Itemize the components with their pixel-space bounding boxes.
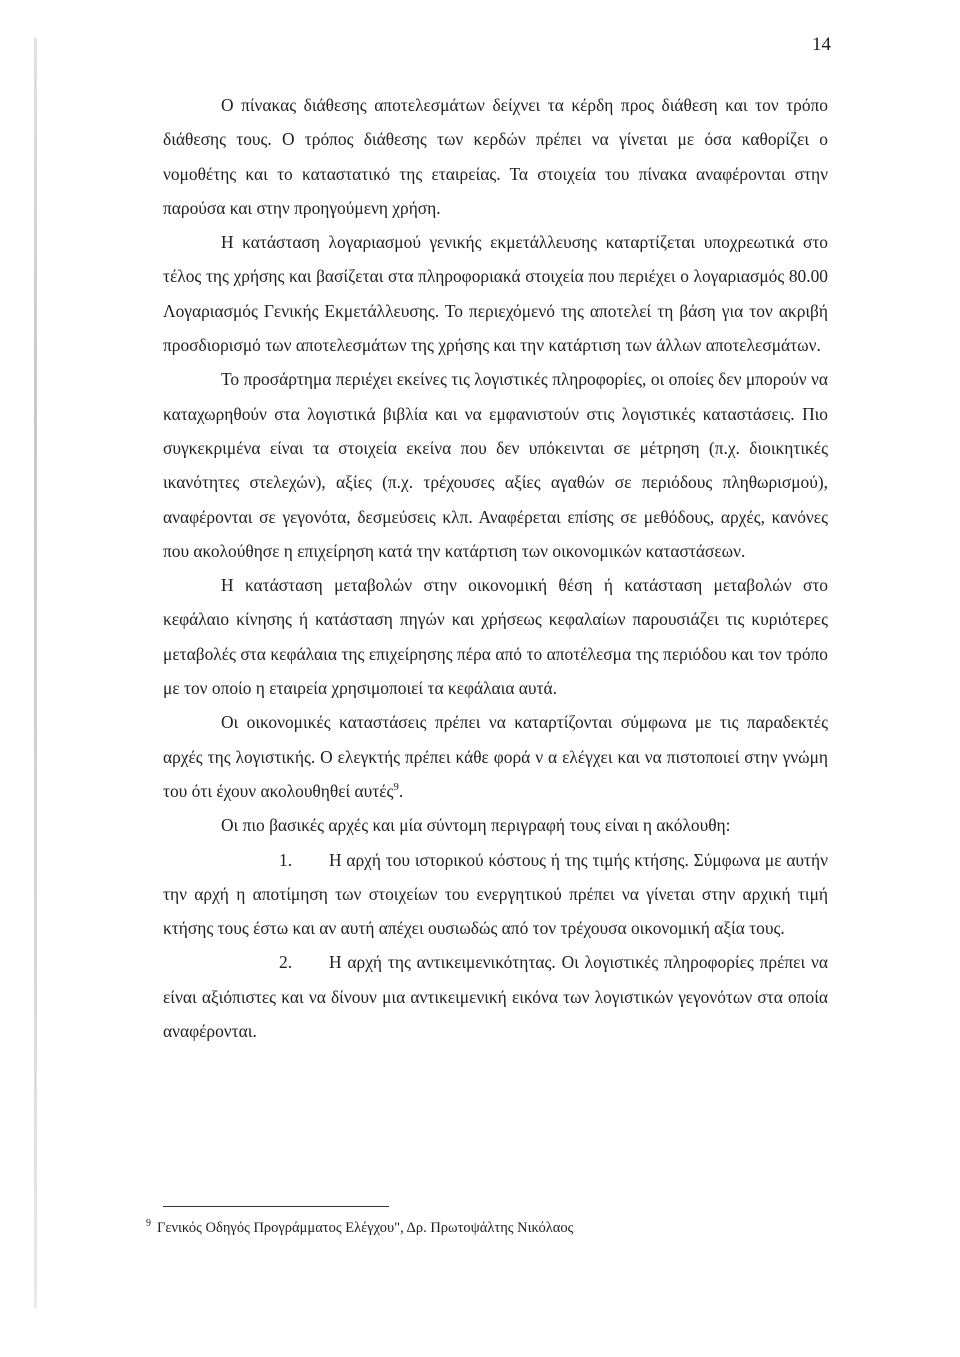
paragraph-auditor	[163, 705, 828, 808]
paragraph-results-distribution: Ο πίνακας διάθεσης αποτελεσμάτων δείχνει τα κέρδη προς διάθεση και τον τρόπο διάθεσης τους. Ο τρόπος διάθεσης των κερδών πρέπει να γίνεται με όσα καθορίζει ο νομοθέτης και το καταστατικό της εταιρείας. Τα στοιχεία του πίνακα αναφέρονται στην παρούσα και στην προηγούμενη χρήση.	[163, 95, 828, 218]
document-body	[163, 88, 828, 1048]
list-item-text: Η αρχή της αντικειμενικότητας. Οι λογιστικές πληροφορίες πρέπει να είναι αξιόπιστες και να δίνουν μια αντικειμενική εικόνα των λογιστικών γεγονότων στα οποία αναφέρονται.	[163, 952, 828, 1042]
intro-line: Οι πιο βασικές αρχές και μία σύντομη περιγραφή τους είναι η ακόλουθη:	[221, 815, 731, 836]
auditor-end: .	[398, 780, 404, 801]
footnote-marker: 9	[146, 1218, 151, 1230]
footnote-reference: 9	[393, 781, 399, 794]
paragraph-general-operations-account: Η κατάσταση λογαριασμού γενικής εκμετάλλευσης καταρτίζεται υποχρεωτικά στο τέλος της χρήσης και βασίζεται στα πληροφοριακά στοιχεία που περιέχει ο λογαριασμός 80.00 Λογαριασμός Γενικής Εκμετάλλευσης. Το περιεχόμενό της αποτελεί τη βάση για τον ακριβή προσδιορισμό των αποτελεσμάτων της χρήσης και την κατάρτιση των άλλων αποτελεσμάτων.	[163, 232, 828, 356]
paragraph-appendix: Το προσάρτημα περιέχει εκείνες τις λογιστικές πληροφορίες, οι οποίες δεν μπορούν να καταχωρηθούν στα λογιστικά βιβλία και να εμφανιστούν στις λογιστικές καταστάσεις. Πιο συγκεκριμένα είναι τα στοιχεία εκείνα που δεν υπόκεινται σε μέτρηση (π.χ. διοικητικές ικανότητες στελεχών), αξίες (π.χ. τρέχουσες αξίες αγαθών σε περιόδους πληθωρισμού), αναφέρονται σε γεγονότα, δεσμεύσεις κλπ. Αναφέρεται επίσης σε μεθόδους, αρχές, κανόνες που ακολούθησε η επιχείρηση κατά την κατάρτιση των οικονομικών καταστάσεων.	[163, 369, 828, 561]
list-item-text: Η αρχή του ιστορικού κόστους ή της τιμής κτήσης. Σύμφωνα με αυτήν την αρχή η αποτίμηση των στοιχείων του ενεργητικού πρέπει να γίνεται στην αρχική τιμή κτήσης τους έστω και αν αυτή απέχει ουσιωδώς από τον τρέχουσα οικονομική αξία τους.	[163, 849, 828, 939]
list-item-number: 2.	[279, 952, 293, 973]
page-number: 14	[812, 34, 831, 55]
list-item	[163, 945, 828, 1048]
scan-edge-shadow	[34, 38, 37, 1308]
footnote	[146, 1220, 573, 1237]
paragraph-changes-in-financial-position: Η κατάσταση μεταβολών στην οικονομική θέση ή κατάσταση μεταβολών στο κεφάλαιο κίνησης ή κατάσταση πηγών και χρήσεως κεφαλαίων παρουσιάζει τις κυριότερες μεταβολές στα κεφάλαια της επιχείρησης πέρα από το αποτέλεσμα της περιόδου και τον τρόπο με τον οποίο η εταιρεία χρησιμοποιεί τα κεφάλαια αυτά.	[163, 575, 828, 699]
list-item	[163, 843, 828, 946]
footnote-divider	[163, 1206, 389, 1207]
auditor-text: Οι οικονομικές καταστάσεις πρέπει να καταρτίζονται σύμφωνα με τις παραδεκτές αρχές της λογιστικής. Ο ελεγκτής πρέπει κάθε φορά ν α ελέγχει και να πιστοποιεί στην γνώμη του ότι έχουν ακολουθηθεί αυτές	[163, 712, 828, 801]
list-item-number: 1.	[279, 849, 293, 870]
footnote-text: Γενικός Οδηγός Προγράμματος Ελέγχου", Δρ. Πρωτοψάλτης Νικόλαος	[157, 1220, 574, 1236]
